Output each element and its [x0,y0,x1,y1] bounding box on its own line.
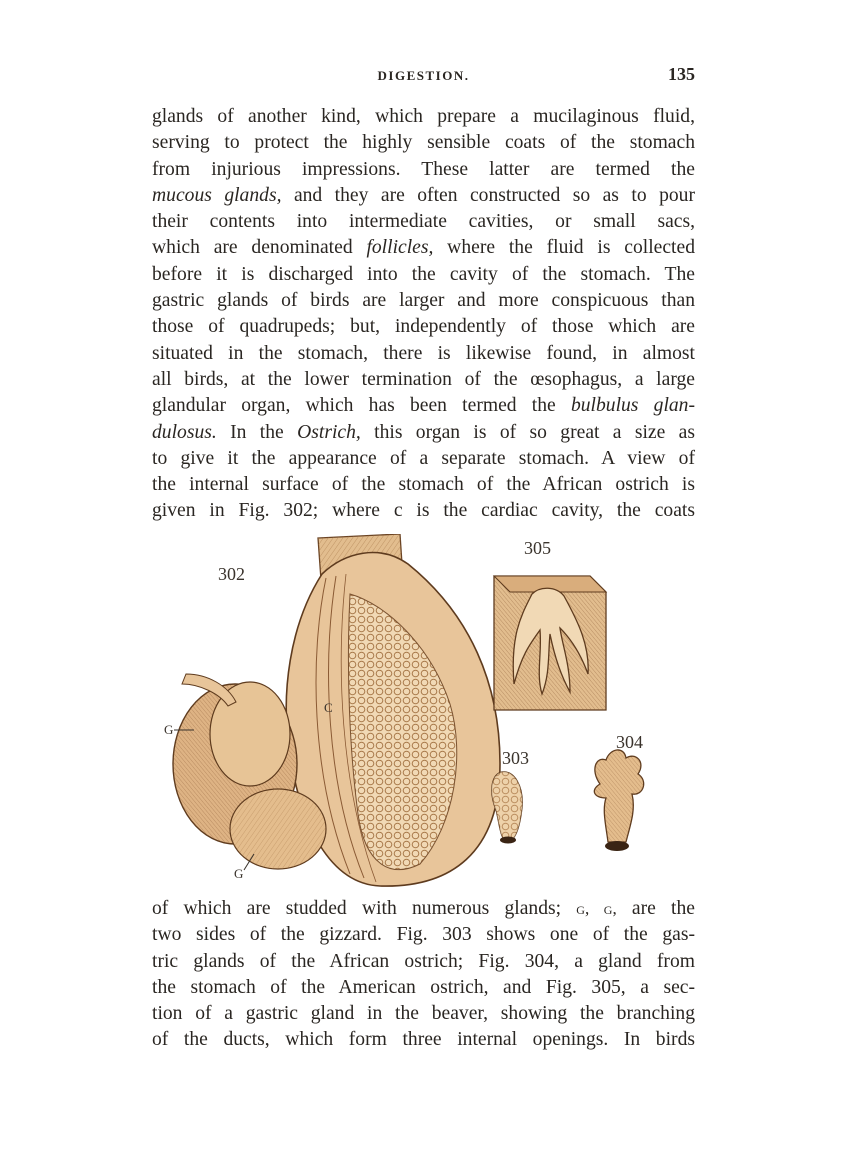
figure-label-304: 304 [616,732,643,752]
page-number: 135 [668,64,695,84]
plate-engraving [150,534,710,894]
text-line: gastric glands of birds are larger and more conspicuous than [152,290,695,312]
figure-plate [150,534,710,894]
text-line: before it is discharged into the cavity of the stomach. The [152,263,695,285]
figure-label-305: 305 [524,538,551,558]
text-line: the internal surface of the stomach of the African ostrich is [152,474,695,496]
figure-305-gland-section [494,576,606,710]
text-line: of the ducts, which form three internal openings. In birds [152,1029,695,1051]
text-line: which are denominated follicles, where the fluid is collected [152,237,695,259]
italic-term: follicles, [366,237,434,259]
running-title: DIGESTION. [377,68,470,83]
figure-304-gland [594,750,643,851]
figure-303-gland [492,772,523,844]
small-caps-letters: g, g, [576,899,617,918]
text-line: from injurious impressions. These latter are termed the [152,158,695,180]
text-line: two sides of the gizzard. Fig. 303 shows one of the gas- [152,924,695,946]
text-line: tric glands of the African ostrich; Fig. 304, a gland from [152,950,695,972]
italic-term: bulbulus glan- [570,395,696,417]
figure-302-stomach [173,534,500,886]
paragraph-top [152,104,695,525]
text-line: given in Fig. 302; where c is the cardiac cavity, the coats [152,500,695,522]
text-line: situated in the stomach, there is likewise found, in almost [152,342,695,364]
figure-letter-c: C [324,700,333,715]
text-line: their contents into intermediate cavities, or small sacs, [152,211,695,233]
text-line: mucous glands, and they are often constructed so as to pour [152,184,695,206]
running-head [152,64,695,88]
figure-letter-g: G [164,722,174,737]
italic-term: Ostrich, [297,421,361,443]
text-line: dulosus. In the Ostrich, this organ is of so great a size as [152,421,695,443]
text-line: all birds, at the lower termination of the œsophagus, a large [152,368,695,390]
text-line: serving to protect the highly sensible coats of the stomach [152,132,695,154]
text-line: glands of another kind, which prepare a mucilaginous fluid, [152,106,695,127]
italic-term: dulosus. [152,421,217,443]
italic-term: mucous glands, [152,184,282,206]
text-line: tion of a gastric gland in the beaver, showing the branching [152,1003,695,1025]
figure-label-303: 303 [502,748,529,768]
text-line: those of quadrupeds; but, independently of those which are [152,316,695,338]
text-line: glandular organ, which has been termed the bulbulus glan- [152,395,696,417]
text-line: to give it the appearance of a separate stomach. A view of [152,447,695,469]
figure-letter-g: G [234,866,244,881]
paragraph-bottom [152,896,695,1054]
figure-label-302: 302 [218,564,245,584]
text-line: the stomach of the American ostrich, and Fig. 305, a sec- [152,976,695,998]
text-line: of which are studded with numerous glands; g, g, are the [152,898,695,919]
